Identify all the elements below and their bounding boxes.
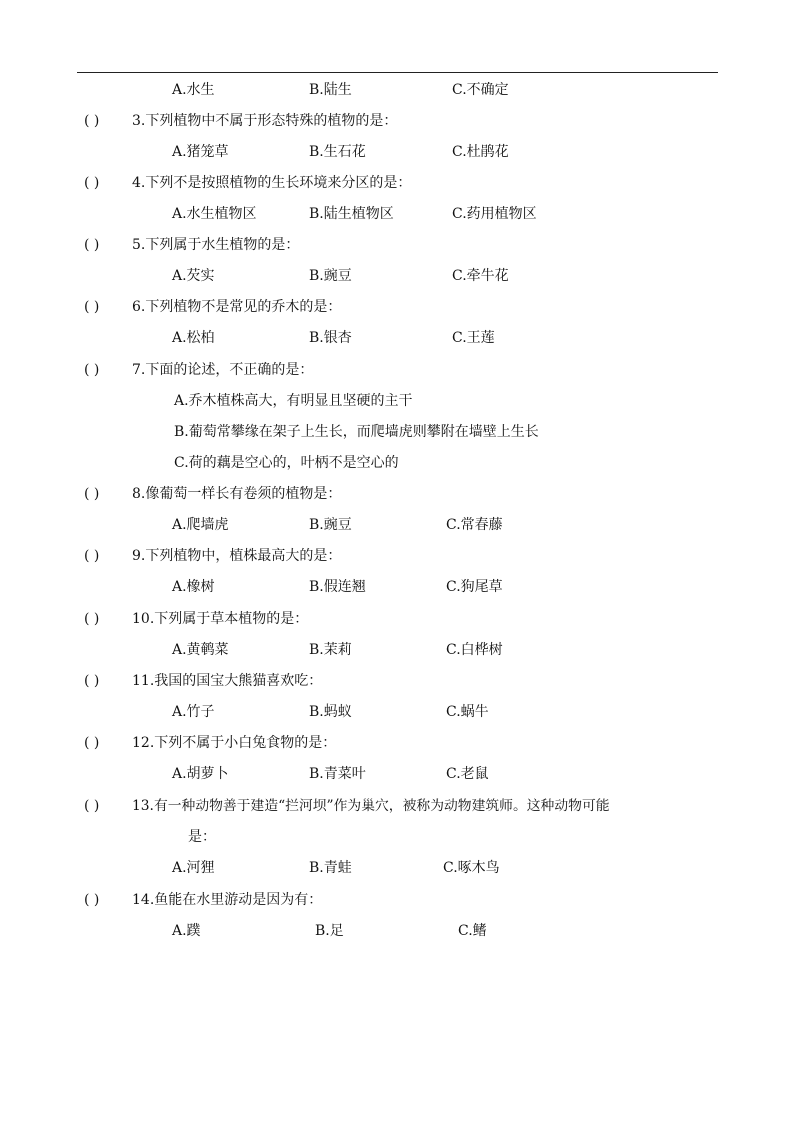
option-a: A.猪笼草 xyxy=(172,144,229,160)
option-b: B.陆生 xyxy=(309,82,352,98)
option-a: A.蹼 xyxy=(172,923,201,939)
option-a: A.乔木植株高大，有明显且坚硬的主干 xyxy=(174,393,413,409)
option-a: A.松柏 xyxy=(172,330,215,346)
answer-blank[interactable]: ( ) xyxy=(84,611,100,627)
question-stem: 7.下面的论述，不正确的是： xyxy=(132,362,314,378)
question-stem: 11.我国的国宝大熊猫喜欢吃： xyxy=(132,673,323,689)
answer-blank[interactable]: ( ) xyxy=(84,798,100,814)
answer-blank[interactable]: ( ) xyxy=(84,486,100,502)
answer-blank[interactable]: ( ) xyxy=(84,673,100,689)
option-a: A.水生 xyxy=(172,82,215,98)
option-b: B.蚂蚁 xyxy=(309,704,352,720)
answer-blank[interactable]: ( ) xyxy=(84,892,100,908)
option-a: A.胡萝卜 xyxy=(172,766,229,782)
option-c: C.啄木鸟 xyxy=(443,860,500,876)
option-b: B.生石花 xyxy=(309,144,366,160)
option-b: B.茉莉 xyxy=(309,642,352,658)
question-stem: 10.下列属于草本植物的是： xyxy=(132,611,309,627)
header-rule xyxy=(77,72,718,73)
option-c: C.白桦树 xyxy=(446,642,503,658)
answer-blank[interactable]: ( ) xyxy=(84,113,100,129)
option-a: A.河狸 xyxy=(172,860,215,876)
option-c: C.王莲 xyxy=(452,330,495,346)
question-stem: 14.鱼能在水里游动是因为有： xyxy=(132,892,323,908)
option-a: A.橡树 xyxy=(172,579,215,595)
option-c: C.不确定 xyxy=(452,82,509,98)
option-c: C.药用植物区 xyxy=(452,206,537,222)
question-stem: 4.下列不是按照植物的生长环境来分区的是： xyxy=(132,175,412,191)
option-b: B.豌豆 xyxy=(309,517,352,533)
option-c: C.鳍 xyxy=(458,923,487,939)
option-a: A.竹子 xyxy=(172,704,215,720)
answer-blank[interactable]: ( ) xyxy=(84,299,100,315)
option-a: A.水生植物区 xyxy=(172,206,257,222)
option-a: A.爬墙虎 xyxy=(172,517,229,533)
option-b: B.葡萄常攀缘在架子上生长，而爬墙虎则攀附在墙壁上生长 xyxy=(174,424,539,440)
question-stem: 3.下列植物中不属于形态特殊的植物的是： xyxy=(132,113,398,129)
question-stem: 12.下列不属于小白兔食物的是： xyxy=(132,735,337,751)
option-c: C.老鼠 xyxy=(446,766,489,782)
option-b: B.陆生植物区 xyxy=(309,206,394,222)
option-a: A.芡实 xyxy=(172,268,215,284)
option-c: C.杜鹃花 xyxy=(452,144,509,160)
option-c: C.荷的藕是空心的，叶柄不是空心的 xyxy=(174,455,399,471)
question-stem: 9.下列植物中，植株最高大的是： xyxy=(132,548,342,564)
question-stem: 13.有一种动物善于建造“拦河坝”作为巢穴，被称为动物建筑师。这种动物可能 xyxy=(132,798,610,814)
answer-blank[interactable]: ( ) xyxy=(84,735,100,751)
option-c: C.蜗牛 xyxy=(446,704,489,720)
option-b: B.足 xyxy=(315,923,344,939)
answer-blank[interactable]: ( ) xyxy=(84,362,100,378)
question-stem: 8.像葡萄一样长有卷须的植物是： xyxy=(132,486,342,502)
option-c: C.常春藤 xyxy=(446,517,503,533)
question-stem: 5.下列属于水生植物的是： xyxy=(132,237,300,253)
question-stem: 6.下列植物不是常见的乔木的是： xyxy=(132,299,342,315)
answer-blank[interactable]: ( ) xyxy=(84,548,100,564)
option-b: B.青蛙 xyxy=(309,860,352,876)
option-c: C.牵牛花 xyxy=(452,268,509,284)
answer-blank[interactable]: ( ) xyxy=(84,175,100,191)
option-b: B.银杏 xyxy=(309,330,352,346)
option-b: B.豌豆 xyxy=(309,268,352,284)
option-c: C.狗尾草 xyxy=(446,579,503,595)
option-a: A.黄鹌菜 xyxy=(172,642,229,658)
option-b: B.青菜叶 xyxy=(309,766,366,782)
question-stem-continuation: 是： xyxy=(188,829,216,845)
option-b: B.假连翘 xyxy=(309,579,366,595)
answer-blank[interactable]: ( ) xyxy=(84,237,100,253)
